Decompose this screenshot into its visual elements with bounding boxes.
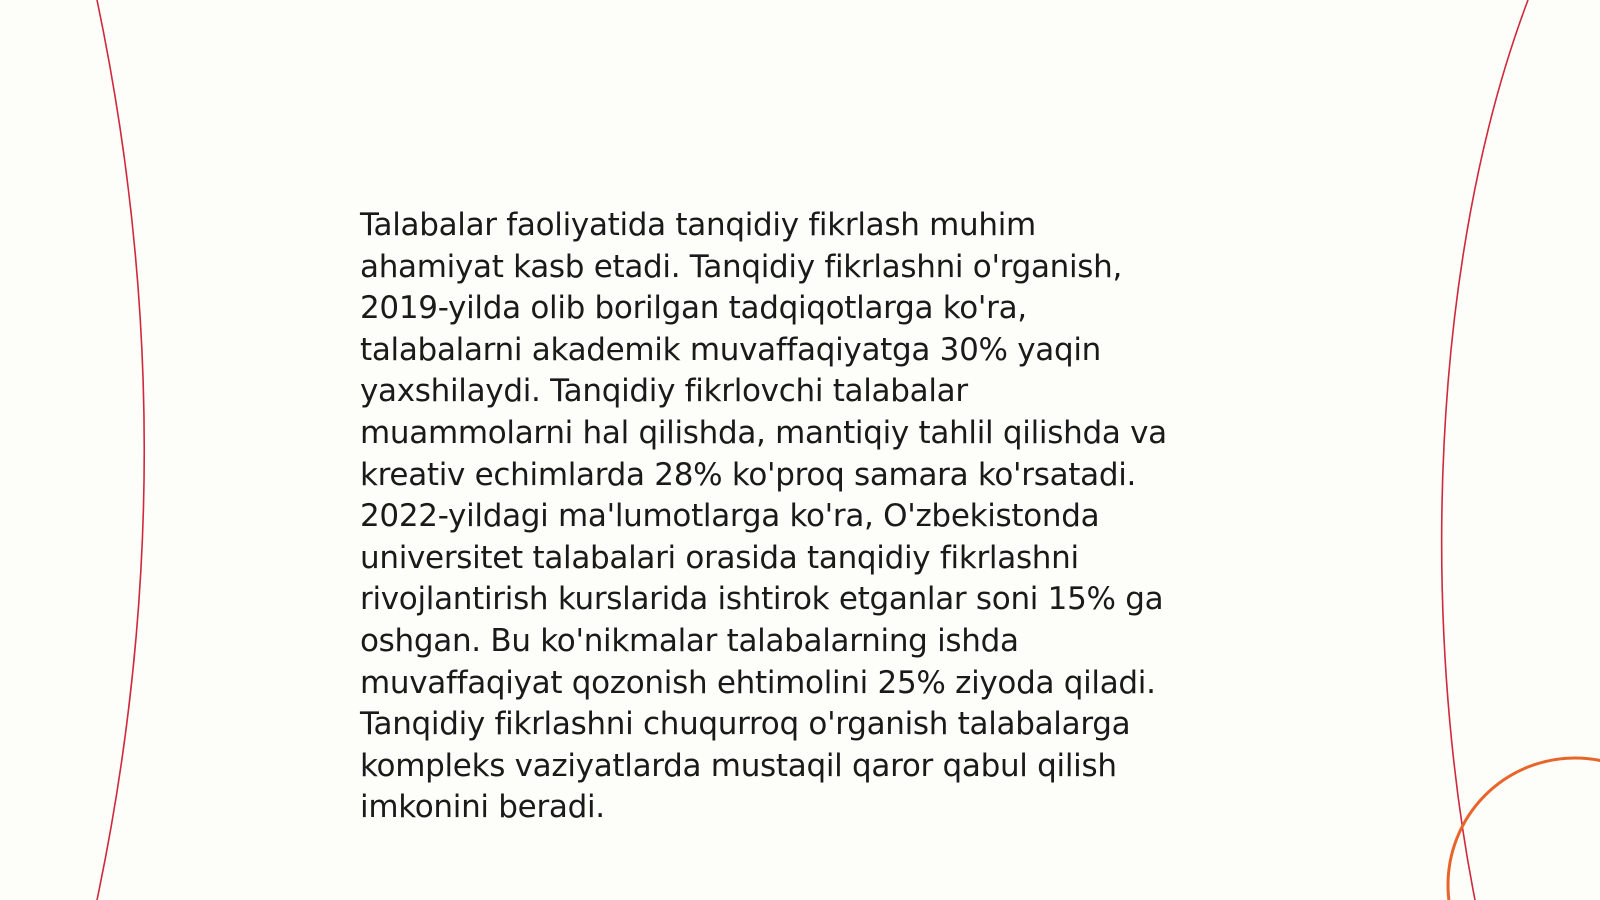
body-paragraph: Talabalar faoliyatida tanqidiy fikrlash muhim ahamiyat kasb etadi. Tanqidiy fikrlashni o'rganish, 2019-yilda olib borilgan tadqiqotlarga ko'ra, talabalarni akademik muvaffaqiyatga 30% yaqin yaxshilaydi. Tanqidiy fikrlovchi talabalar muammolarni hal qilishda, mantiqiy tahlil qilishda va kreativ echimlarda 28% ko'proq samara ko'rsatadi. 2022-yildagi ma'lumotlarga ko'ra, O'zbekistonda universitet talabalari orasida tanqidiy fikrlashni rivojlantirish kurslarida ishtirok etganlar soni 15% ga oshgan. Bu ko'nikmalar talabalarning ishda muvaffaqiyat qozonish ehtimolini 25% ziyoda qiladi. Tanqidiy fikrlashni chuqurroq o'rganish talabalarga kompleks vaziyatlarda mustaqil qaror qabul qilish imkonini beradi. xyxy=(360,207,1167,826)
left-curve-line xyxy=(97,0,144,900)
right-curve-line xyxy=(1442,0,1528,900)
